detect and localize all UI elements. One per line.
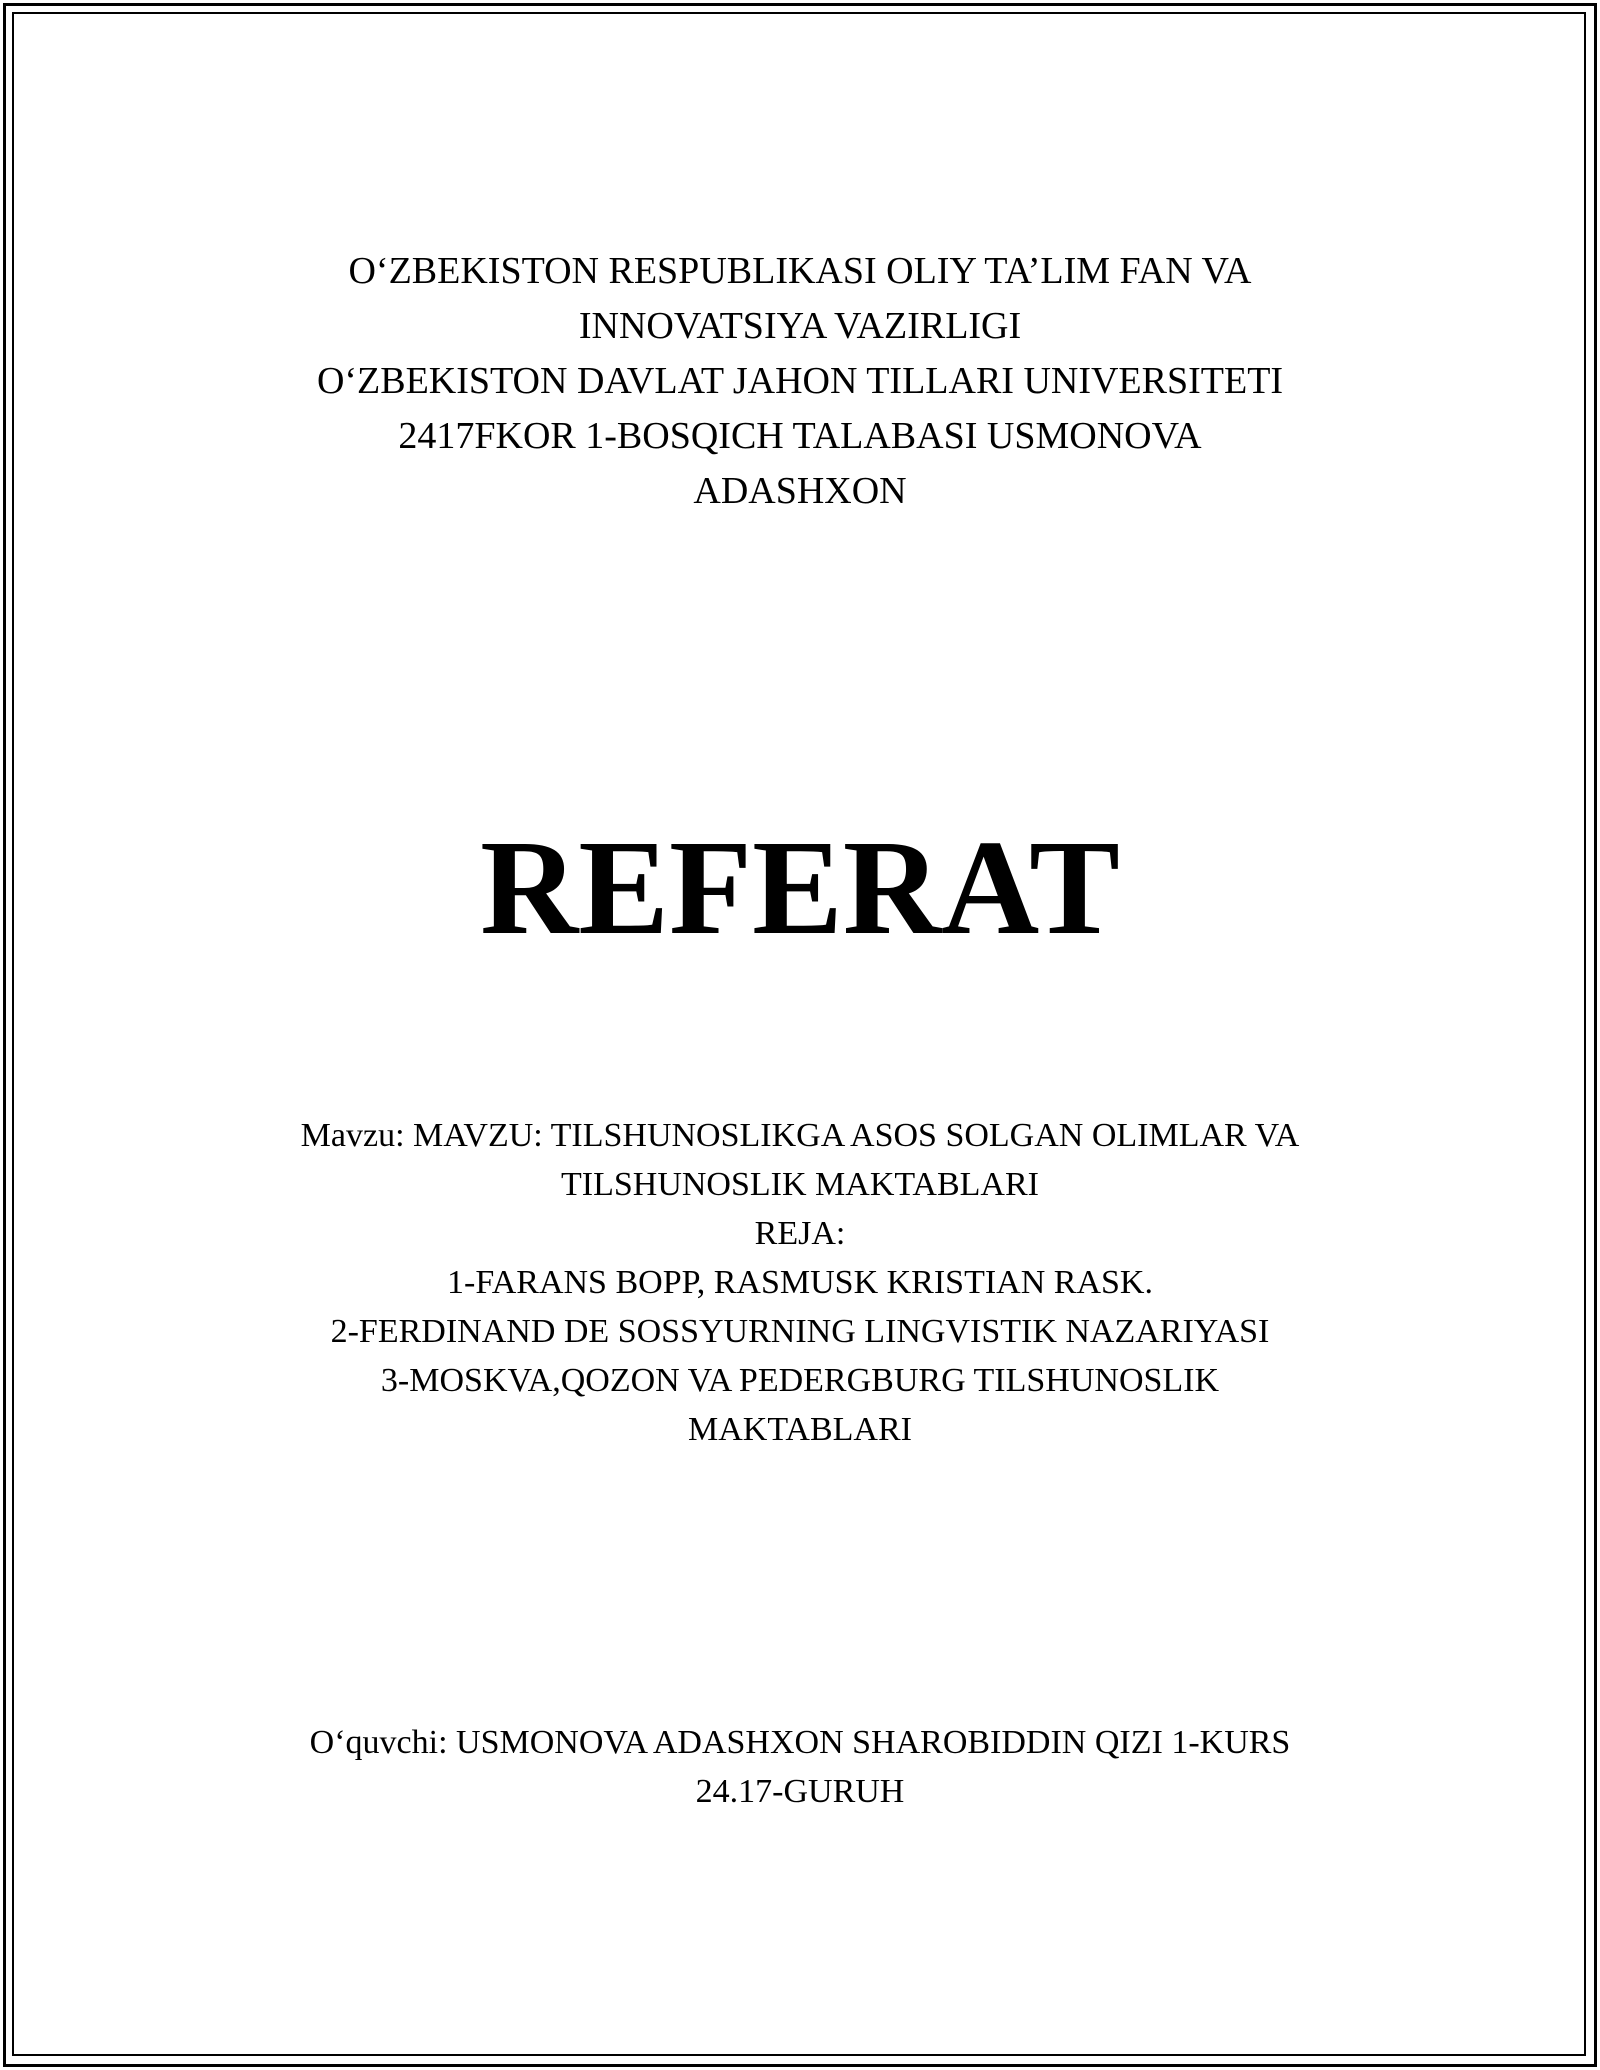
header-line-student-1: 2417FKOR 1-BOSQICH TALABASI USMONOVA	[398, 415, 1202, 457]
document-title	[0, 808, 1600, 968]
header-line-ministry-2: INNOVATSIYA VAZIRLIGI	[578, 305, 1022, 347]
plan-item-1: 1-FARANS BOPP, RASMUSK KRISTIAN RASK.	[447, 1264, 1153, 1301]
student-line-1: O‘quvchi: USMONOVA ADASHXON SHAROBIDDIN QIZI 1-KURS	[309, 1724, 1291, 1761]
student-line-2: 24.17-GURUH	[695, 1773, 905, 1810]
topic-line-2: TILSHUNOSLIK MAKTABLARI	[561, 1166, 1039, 1203]
topic-section	[0, 1111, 1600, 1454]
header-line-ministry-1: O‘ZBEKISTON RESPUBLIKASI OLIY TA’LIM FAN VA	[348, 250, 1252, 292]
topic-line-1: Mavzu: MAVZU: TILSHUNOSLIKGA ASOS SOLGAN OLIMLAR VA	[300, 1117, 1300, 1154]
institution-header	[0, 244, 1600, 519]
plan-item-3-continued: MAKTABLARI	[688, 1411, 912, 1448]
header-line-university: O‘ZBEKISTON DAVLAT JAHON TILLARI UNIVERSITETI	[316, 360, 1284, 402]
header-line-student-2: ADASHXON	[693, 470, 907, 512]
title-text: REFERAT	[480, 813, 1120, 963]
student-info	[0, 1718, 1600, 1816]
plan-item-3: 3-MOSKVA,QOZON VA PEDERGBURG TILSHUNOSLIK	[380, 1362, 1220, 1399]
plan-item-2: 2-FERDINAND DE SOSSYURNING LINGVISTIK NAZARIYASI	[330, 1313, 1270, 1350]
plan-heading: REJA:	[754, 1215, 846, 1252]
